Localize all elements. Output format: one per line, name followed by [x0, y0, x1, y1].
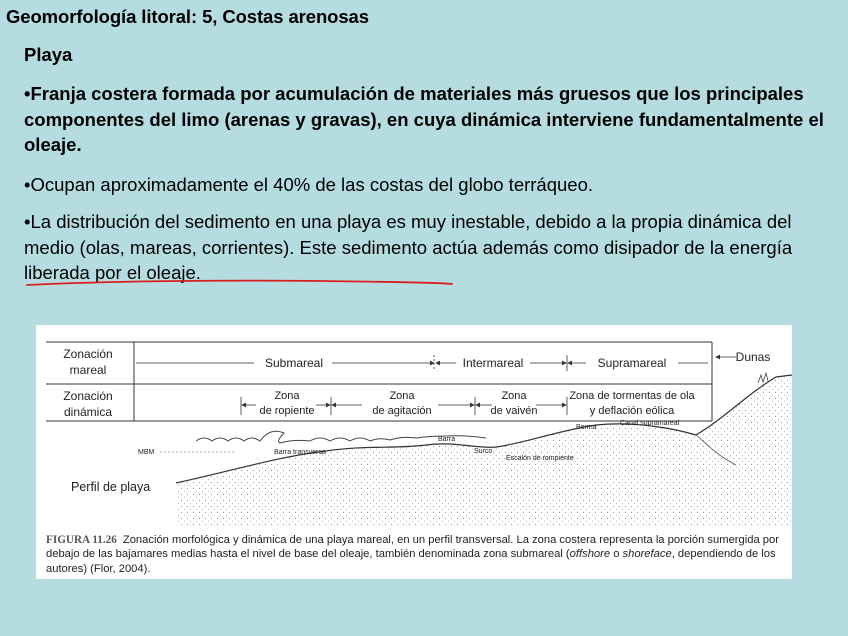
beach-profile-figure	[36, 325, 792, 579]
caption-text-2: o	[610, 548, 623, 561]
label-mbm: MBM	[138, 449, 155, 456]
zone-intermareal: Intermareal	[462, 356, 524, 370]
zone-supramareal: Supramareal	[597, 356, 667, 370]
bullet-coast-percentage: •Ocupan aproximadamente el 40% de las costas del globo terráqueo.	[24, 174, 594, 195]
caption-italic-offshore: offshore	[569, 548, 611, 561]
dynamic-header-line2: dinámica	[63, 405, 113, 419]
label-berma: Berma	[576, 424, 597, 431]
label-perfil-de-playa: Perfil de playa	[71, 480, 151, 494]
figure-caption	[46, 533, 784, 576]
dyn-zone-1-line2: de ropiente	[259, 405, 315, 417]
dyn-zone-2-line2: de agitación	[372, 405, 432, 417]
dynamic-header-line1: Zonación	[63, 389, 113, 403]
zone-dunas: Dunas	[735, 350, 771, 364]
dyn-zone-4-line2: y deflación eólica	[589, 405, 675, 417]
dyn-zone-3-line2: de vaivén	[490, 405, 538, 417]
red-underline-stroke	[24, 276, 456, 292]
bullet-sediment-highlight: disipador de la energía liberada por el oleaje.	[24, 236, 793, 283]
tidal-header-line1: Zonación	[63, 347, 113, 361]
label-barra-transversa: Barra transversa	[274, 449, 326, 456]
slide-title: Geomorfología litoral: 5, Costas arenosas	[6, 6, 369, 27]
tidal-header-line2: mareal	[69, 363, 107, 377]
section-title: Playa	[24, 44, 73, 65]
label-canal: Canal supramareal	[620, 420, 680, 427]
bullet-sediment-text: •La distribución del sedimento en una playa es muy inestable, debido a la propia dinámica del medio (olas, mareas, corrientes). Este sedimento actúa además como	[24, 211, 792, 258]
label-escalon: Escalón de rompiente	[506, 455, 574, 462]
caption-text-1: Zonación morfológica y dinámica de una playa mareal, en un perfil transversal. La zona costera representa la porción sumergida por debajo de las bajamares medias hasta el nivel de base del oleaje, también denominada zona submareal (	[46, 534, 779, 561]
label-surco: Surco	[474, 448, 493, 455]
dyn-zone-3-line1: Zona	[501, 390, 527, 402]
caption-label: FIGURA 11.26	[46, 534, 117, 546]
zone-submareal: Submareal	[264, 356, 324, 370]
dyn-zone-4-line1: Zona de tormentas de ola	[569, 390, 695, 402]
caption-text-3: , dependiendo de los autores) (Flor, 2004).	[46, 548, 776, 575]
dyn-zone-2-line1: Zona	[389, 390, 415, 402]
label-barra: Barra	[438, 436, 456, 443]
caption-italic-shoreface: shoreface	[622, 548, 672, 561]
bullet-definition: •Franja costera formada por acumulación de materiales más gruesos que los principales componentes del limo (arenas y gravas), en cuya dinámica interviene fundamentalmente el oleaje.	[24, 83, 824, 155]
bullet-sediment-distribution	[24, 209, 824, 286]
dyn-zone-1-line1: Zona	[274, 390, 300, 402]
